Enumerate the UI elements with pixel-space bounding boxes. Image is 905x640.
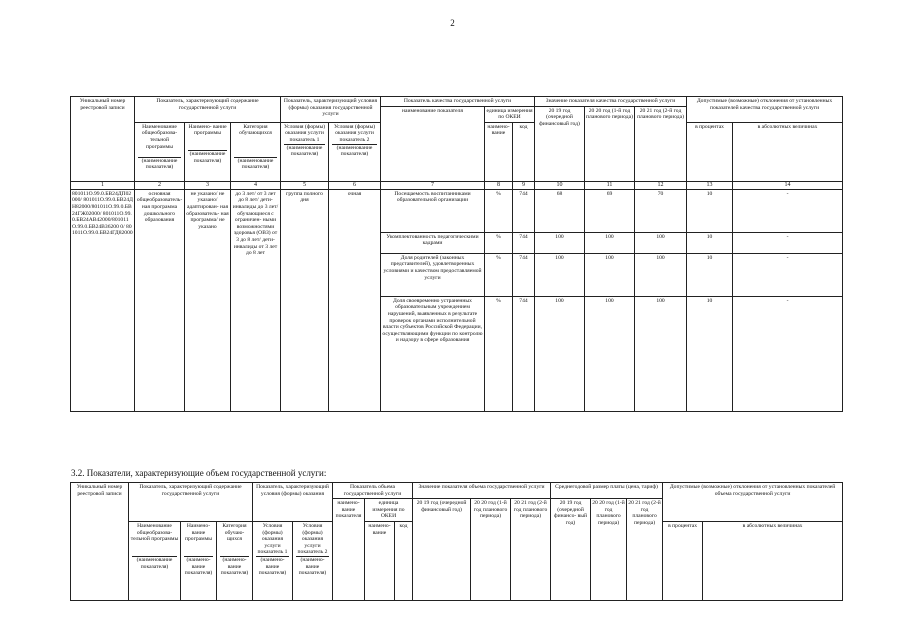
header-year-2: 20 20 год (1-й год планового периода) [585,106,635,181]
indicator-percent: 10 [687,296,733,411]
header-fee-year-1: 20 19 год (очередной финансо- вый год) [551,499,591,601]
indicator-percent: 10 [687,232,733,253]
indicator-absolute: - [733,253,843,296]
indicator-name: Доля родителей (законных представителей), удовлетворенных условиями и качеством предоставляемой услуги [381,253,485,296]
header-form-1 [281,122,329,181]
header-note: (наименование показателя) [286,144,323,158]
indicator-value-1: 100 [535,296,585,411]
header-value: Значение показателя качества государственной услуги [535,97,687,107]
header-form-2 [329,122,381,181]
header-note: (наименование показателя) [336,144,373,158]
indicator-value-1: 100 [535,253,585,296]
header-program-label: Наимено- вание программы [188,123,227,137]
header-note: (наименование показателя) [136,556,173,570]
col-number: 13 [687,181,733,189]
header-year-1: 20 19 год (очередной финансовый год) [413,499,471,601]
header-unit: единица измерения по ОКЕИ [365,499,413,522]
header-year-2: 20 20 год (1-й год планового периода) [471,499,511,601]
header-fee-year-3: 20 21 год (2-й год планового периода) [627,499,663,601]
category-value: до 3 лет/ от 3 лет до 8 лет/ дети- инвалиды до 3 лет/ обучающиеся с ограничен- ными возможностями здоровья (ОВЗ) от 3 до 8 лет/ дети- инвалиды от 3 лет до 8 лет [231,189,281,411]
col-number: 7 [381,181,485,189]
header-program-name-label: Наименование общеобразова- тельной программы [130,522,179,543]
quality-indicators-table [70,96,843,412]
header-note: (наименование показателя) [237,157,274,171]
header-percent: в процентах [687,122,733,181]
header-form-1 [253,521,293,600]
indicator-percent: 10 [687,189,733,232]
indicator-name: Посещаемость воспитанниками образовательной организации [381,189,485,232]
header-indicator-name: наимено- вание показателя [333,499,365,601]
header-program [181,521,217,600]
header-form-2-label: Условия (формы) оказания услуги показатель 2 [297,522,328,556]
header-category-label: Категория обучаю- щихся [222,522,247,543]
program-name-value: основная общеобразователь- ная программа дошкольного образования [135,189,185,411]
header-year-3: 20 21 год (2-й год планового периода) [511,499,551,601]
section-title: 3.2. Показатели, характеризующие объем государственной услуги: [71,468,327,478]
header-fee: Среднегодовой размер платы (цена, тариф) [551,483,663,499]
header-percent: в процентах [663,521,703,600]
page-number: 2 [450,18,455,28]
header-program-name [135,122,185,181]
indicator-code: 744 [513,253,535,296]
header-form-2 [293,521,333,600]
header-unit: единица измерения по ОКЕИ [485,106,535,122]
indicator-name: Укомплектованность педагогическими кадрами [381,232,485,253]
header-unit-name: наимено- вание [365,521,395,600]
col-number: 4 [231,181,281,189]
header-absolute: в абсолютных величинах [733,122,843,181]
header-indicator-name: наименование показателя [381,106,485,181]
indicator-absolute: - [733,189,843,232]
header-quality: Показатель качества государственной услуги [381,97,535,107]
form-2-value: очная [329,189,381,411]
header-form-1-label: Условия (формы) оказания услуги показатель 1 [283,123,326,143]
col-number: 12 [635,181,687,189]
col-number: 6 [329,181,381,189]
header-note: (наимено- вание показателя) [258,556,287,577]
indicator-code: 744 [513,189,535,232]
header-content: Показатель, характеризующий содержание государственной услуги [135,97,281,123]
header-volume: Показатель объема государственной услуги [333,483,413,499]
indicator-unit: % [485,296,513,411]
registry-codes: 801011О.99.0.БВ24ДП02000/ 801011О.99.0.БВ24ДН82000/801011О.99.0.БВ24ГЖ02000/ 801011О.99.0.БВ24АВ42000/801011О.99.0.БВ24ВЗ6200 0/ 801011О.99.0.БВ24ГД82000 [71,189,135,411]
indicator-unit: % [485,189,513,232]
indicator-value-1: 100 [535,232,585,253]
header-registry: Уникальный номер реестровой записи [71,97,135,182]
col-number: 9 [513,181,535,189]
indicator-name: Доля своевременно устраненных образовательным учреждением нарушений, выявленных в результате проверок органами исполнительной власти субъектов Российской Федерации, осуществляющими функции по контролю и надзору в сфере образования [381,296,485,411]
header-deviation: Допустимые (возможные) отклонения от установленных показателей качества государственной услуги [687,97,843,123]
indicator-percent: 10 [687,253,733,296]
header-conditions: Показатель, характеризующий условия (формы) оказания [253,483,333,522]
header-note: (наимено- вание показателя) [298,556,327,577]
col-number: 5 [281,181,329,189]
header-category-label: Категория обучающихся [239,123,272,137]
header-conditions: Показатель, характеризующий условия (формы) оказания государственной услуги [281,97,381,123]
header-unit-code: код [395,521,413,600]
indicator-value-2: 69 [585,189,635,232]
indicator-absolute: - [733,232,843,253]
header-form-2-label: Условия (формы) оказания услуги показатель 2 [333,123,376,143]
col-number: 3 [185,181,231,189]
header-program-name [129,521,181,600]
indicator-code: 744 [513,296,535,411]
indicator-value-3: 100 [635,253,687,296]
indicator-value-2: 100 [585,232,635,253]
indicator-value-1: 68 [535,189,585,232]
header-program-label: Наимено- вание программы [185,522,212,543]
header-program-name-label: Наименование общеобразова- тельной программы [141,123,178,150]
indicator-value-2: 100 [585,296,635,411]
header-form-1-label: Условия (формы) оказания услуги показатель 1 [257,522,288,556]
form-1-value: группа полного дня [281,189,329,411]
indicator-value-3: 100 [635,232,687,253]
indicator-value-2: 100 [585,253,635,296]
indicator-code: 744 [513,232,535,253]
indicator-unit: % [485,232,513,253]
header-fee-year-2: 20 20 год (1-й год планового периода) [591,499,627,601]
header-value: Значение показателя объема государственной услуги [413,483,551,499]
header-absolute: в абсолютных величинах [703,521,843,600]
header-category [231,122,281,181]
program-value: не указано/ не указано/ адаптирован- ная образователь- ная программа/ не указано [185,189,231,411]
header-year-1: 20 19 год (очередной финансовый год) [535,106,585,181]
header-category [217,521,253,600]
indicator-value-3: 70 [635,189,687,232]
indicator-value-3: 100 [635,296,687,411]
header-note: (наимено- вание показателя) [220,556,249,577]
volume-indicators-table [70,482,843,601]
indicator-absolute: - [733,296,843,411]
header-note: (наимено- вание показателя) [184,556,213,577]
col-number: 10 [535,181,585,189]
header-deviation: Допустимые (возможные) отклонения от установленных показателей объема государственной услуги [663,483,843,522]
col-number: 2 [135,181,185,189]
header-note: (наименование показателя) [189,151,226,164]
header-unit-code: код [513,122,535,181]
col-number: 1 [71,181,135,189]
col-number: 11 [585,181,635,189]
header-content: Показатель, характеризующий содержание государственной услуги [129,483,253,522]
col-number: 14 [733,181,843,189]
header-note: (наименование показателя) [141,157,178,171]
header-unit-name: наимено- вание [485,122,513,181]
indicator-unit: % [485,253,513,296]
header-year-3: 20 21 год (2-й год планового периода) [635,106,687,181]
header-registry: Уникальный номер реестровой записи [71,483,129,601]
col-number: 8 [485,181,513,189]
header-program [185,122,231,181]
